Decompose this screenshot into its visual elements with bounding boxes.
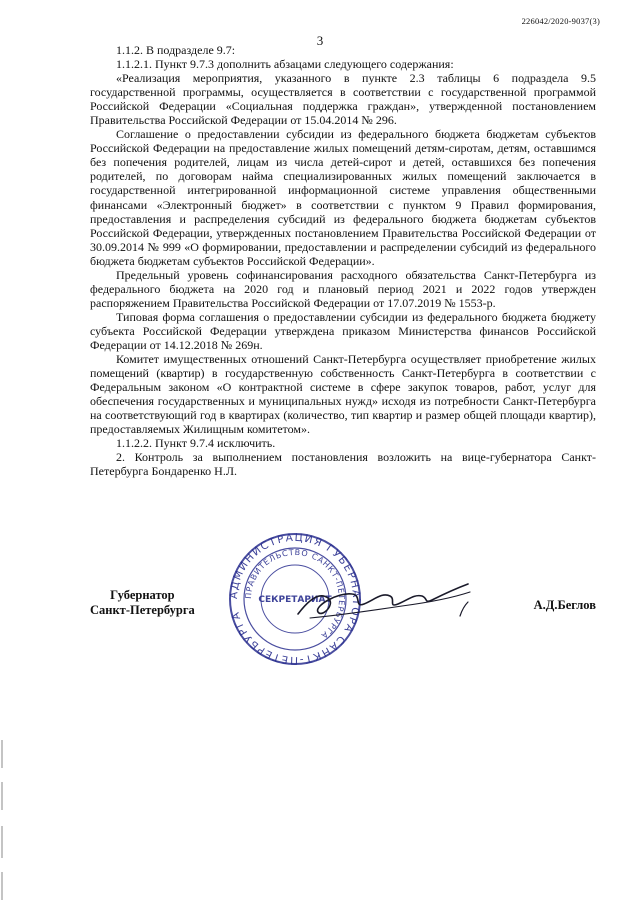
paragraph: 1.1.2. В подразделе 9.7: <box>116 43 236 57</box>
signature-block <box>0 530 640 666</box>
paragraph: 1.1.2.1. Пункт 9.7.3 дополнить абзацами следующего содержания: <box>116 57 454 72</box>
paragraph: Предельный уровень софинансирования расходного обязательства Санкт-Петербурга из федерального бюджета на 2020 год и плановый период 2021 и 2022 годов утвержден распоряжением Правительства Российской Федерации от 17.07.2019 № 1553-р. <box>90 267 596 310</box>
svg-text:СЕКРЕТАРИАТ: СЕКРЕТАРИАТ <box>258 595 332 605</box>
paragraph: 1.1.2.2. Пункт 9.7.4 исключить. <box>116 436 276 451</box>
signature-icon <box>292 568 482 628</box>
document-body <box>90 43 596 478</box>
signatory-name: А.Д.Беглов <box>533 598 596 612</box>
svg-text:ПРАВИТЕЛЬСТВО САНКТ-ПЕТЕРБУРГА: ПРАВИТЕЛЬСТВО САНКТ-ПЕТЕРБУРГА <box>243 547 347 641</box>
paragraph: «Реализация мероприятия, указанного в пункте 2.3 таблицы 6 подраздела 9.5 государственной программы, осуществляется в соответствии с государственной программой Российской Федерации «Социальная поддержка граждан», утвержденной постановлением Правительства Российской Федерации от 15.04.2014 № 296. <box>90 71 596 128</box>
paragraph: Типовая форма соглашения о предоставлении субсидии из федерального бюджета бюджету субъекта Российской Федерации утверждена приказом Министерства финансов Российской Федерации от 14.12.2018 № 269н. <box>90 309 596 352</box>
signatory-title-line: Губернатор <box>110 588 175 602</box>
paragraph: 2. Контроль за выполнением постановления возложить на вице-губернатора Санкт-Петербурга Бондаренко Н.Л. <box>90 450 596 479</box>
paragraph: Соглашение о предоставлении субсидии из федерального бюджета бюджетам субъектов Российской Федерации на предоставление жилых помещений детям-сиротам, детям, оставшимся без попечения родителей, лицам из числа детей-сирот и детей, оставшихся без попечения родителей, по договорам найма специализированных жилых помещений заключается в государственной интегрированной информационной системе управления общественными финансами «Электронный бюджет» в соответствии с пунктом 9 Правил формирования, предоставления и распределения субсидий из федерального бюджета бюджетам субъектов Российской Федерации, утвержденных постановлением Правительства Российской Федерации от 30.09.2014 № 999 «О формировании, предоставлении и распределении субсидий из федерального бюджета бюджетам субъектов Российской Федерации». <box>90 127 596 268</box>
signatory-title <box>90 588 195 618</box>
signatory-title-line: Санкт-Петербурга <box>90 603 195 617</box>
svg-text:АДМИНИСТРАЦИЯ ГУБЕРНАТОРА САНК: АДМИНИСТРАЦИЯ ГУБЕРНАТОРА САНКТ-ПЕТЕРБУРГА <box>228 532 362 666</box>
document-number: 226042/2020-9037(3) <box>521 16 600 26</box>
scan-edge-marks-icon <box>0 740 6 905</box>
paragraph: Комитет имущественных отношений Санкт-Петербурга осуществляет приобретение жилых помещений (квартир) в государственную собственность Санкт-Петербурга в соответствии с Федеральным законом «О контрактной системе в сфере закупок товаров, работ, услуг для обеспечения государственных и муниципальных нужд» исходя из потребности Санкт-Петербурга на соответствующий год в квартирах (количество, тип квартир и размер общей площади квартир), предоставляемых Жилищным комитетом». <box>90 352 596 437</box>
page-number: 3 <box>316 33 324 48</box>
